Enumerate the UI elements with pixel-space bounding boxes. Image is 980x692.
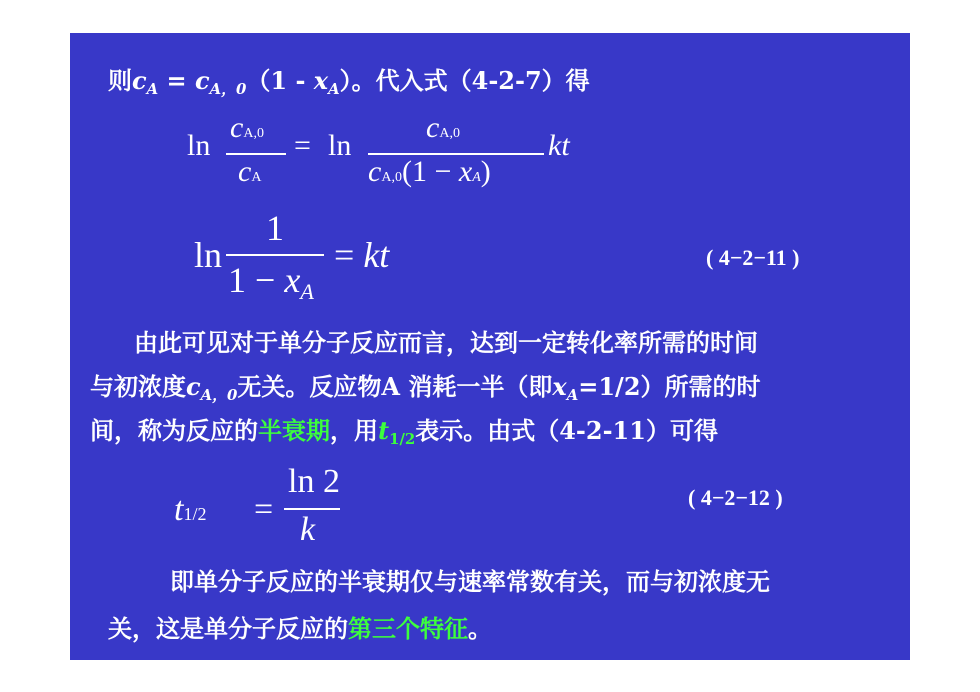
- eq2-numerator: 1: [266, 208, 284, 248]
- var-x: x: [313, 66, 329, 95]
- eq2-rhs: [334, 234, 389, 276]
- slide: [70, 33, 910, 660]
- eq3-fraction-bar: [284, 508, 340, 510]
- half-life-term: 半衰期: [258, 416, 330, 445]
- eq1-den2-x: x: [458, 155, 473, 188]
- para2-line2: [108, 609, 492, 644]
- para2-line1: 即单分子反应的半衰期仅与速率常数有关，而与初浓度无: [170, 567, 770, 596]
- var-c2-sub: A，0: [209, 79, 247, 98]
- eq2-denominator: [228, 259, 314, 305]
- eq1-equals: =: [294, 129, 311, 162]
- equals-sign: =: [158, 66, 195, 95]
- eq1-kt: kt: [548, 129, 570, 162]
- eq1-num-sub: A,0: [243, 126, 264, 141]
- eq1-den2-c: c: [368, 155, 382, 188]
- para1-l2-a: 与初浓度: [90, 372, 186, 401]
- eq1-denominator-2: [368, 155, 491, 189]
- eq2-kt: kt: [363, 235, 390, 275]
- var-c-sub: A: [146, 79, 159, 98]
- para1-l2-c-sub: A，0: [200, 385, 238, 404]
- eq3-numerator: ln 2: [288, 463, 340, 500]
- eq3-t-sub: 1/2: [183, 504, 207, 524]
- eq2-equals: =: [334, 235, 364, 275]
- eq3-denominator: k: [300, 511, 316, 548]
- eq2-den-text: 1 −: [228, 260, 285, 300]
- var-c: c: [132, 66, 147, 95]
- eq2-den-x-sub: A: [300, 279, 314, 305]
- eq1-num2-sub: A,0: [439, 126, 460, 141]
- para1-l2-c2: =1/2）所需的时: [578, 372, 761, 401]
- para1-l2-c: c: [186, 372, 201, 401]
- para2-l2-b: 。: [468, 614, 492, 643]
- eq1-ln2: ln: [328, 129, 352, 162]
- eq1-den-c: c: [238, 155, 252, 188]
- eq2-den-x: x: [284, 260, 301, 300]
- para1-l3-c: 表示。由式（4-2-11）可得: [415, 416, 718, 445]
- eq2-fraction-bar: [226, 254, 324, 256]
- eq3-reference-number: ( 4−2−12 ): [688, 485, 783, 510]
- intro-line: [108, 61, 590, 96]
- var-x-sub: A: [328, 79, 340, 98]
- intro-text-rest: ）。代入式（4-2-7）得: [339, 66, 590, 95]
- para1-l3-t: t: [378, 416, 390, 445]
- eq1-denominator: [238, 155, 261, 189]
- third-feature-term: 第三个特征: [348, 614, 468, 643]
- eq3-equals: =: [254, 491, 274, 528]
- eq1-den2-x-sub: A: [472, 170, 481, 185]
- para1-line3: [90, 411, 718, 446]
- para1-l2-x: x: [552, 372, 567, 401]
- para1-l3-t-sub: 1/2: [389, 429, 416, 448]
- para1-l2-x-sub: A: [566, 385, 579, 404]
- paren-open: （1 -: [246, 66, 314, 95]
- para2-l2-a: 关，这是单分子反应的: [108, 614, 348, 643]
- eq2-reference-number: ( 4−2−11 ): [706, 245, 800, 270]
- var-c2: c: [195, 66, 210, 95]
- para1-l2-b: 无关。反应物A 消耗一半（即: [237, 372, 553, 401]
- eq1-den2-close: ): [480, 155, 491, 188]
- para1-l3-a: 间，称为反应的: [90, 416, 258, 445]
- eq3-lhs: [174, 491, 206, 529]
- eq1-num-c: c: [230, 111, 244, 144]
- eq1-numerator: [230, 111, 264, 145]
- para1-line2: [90, 367, 761, 402]
- eq1-den-sub: A: [251, 170, 262, 185]
- intro-text-ze: 则: [108, 66, 132, 95]
- eq1-den2-paren: (1 −: [401, 155, 459, 188]
- eq1-ln: ln: [187, 129, 211, 162]
- para1-line1: 由此可见对于单分子反应而言，达到一定转化率所需的时间: [134, 328, 758, 357]
- eq2-ln: ln: [194, 235, 223, 275]
- eq1-den2-sub: A,0: [381, 170, 402, 185]
- para1-l3-b: ，用: [330, 416, 378, 445]
- eq1-numerator-2: [426, 111, 460, 145]
- eq1-num2-c: c: [426, 111, 440, 144]
- eq3-t: t: [174, 491, 184, 528]
